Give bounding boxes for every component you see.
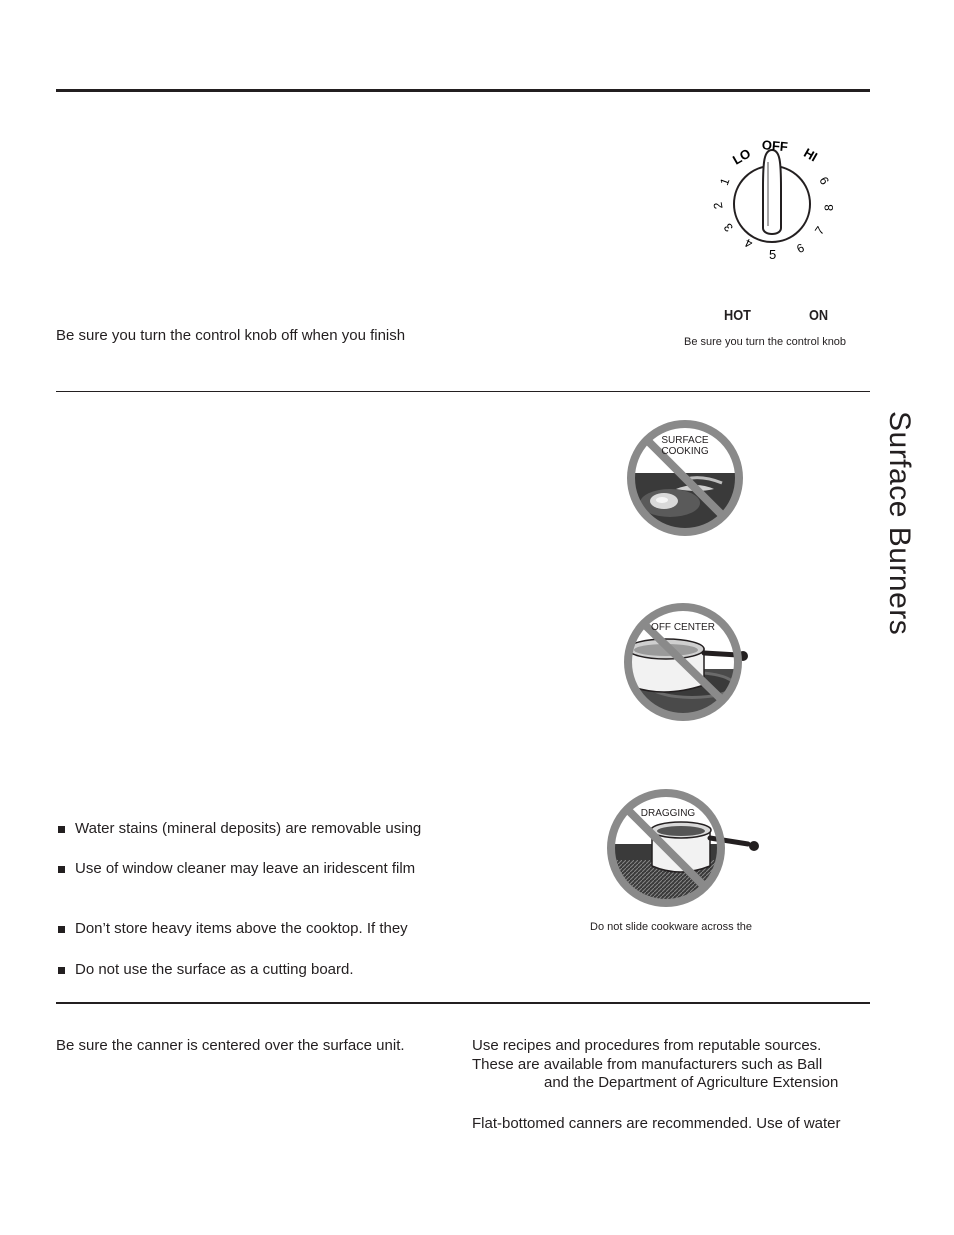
bullet-marker — [58, 967, 65, 974]
knob-label-2: 2 — [710, 201, 726, 211]
bullet-water-stains: Water stains (mineral deposits) are removable using — [75, 820, 422, 837]
off-center-label: OFF CENTER — [651, 622, 715, 633]
knob-pointer — [763, 150, 781, 234]
surface-cooking-label-line1: SURFACE — [661, 435, 709, 446]
canning-recipes-line-2: These are available from manufacturers such as Ball — [472, 1056, 823, 1073]
knob-label-9: 9 — [816, 174, 833, 187]
flat-bottomed-canners-text: Flat-bottomed canners are recommended. Use of water — [472, 1115, 841, 1132]
canning-recipes-line-1: Use recipes and procedures from reputable sources. — [472, 1037, 822, 1054]
knob-label-off: OFF — [761, 137, 789, 155]
knob-off-instruction: Be sure you turn the control knob off when you finish — [56, 327, 406, 344]
knob-label-6: 6 — [794, 240, 807, 257]
bullet-marker — [58, 826, 65, 833]
dragging-caption: Do not slide cookware across the — [590, 921, 753, 933]
hot-label: HOT — [724, 307, 751, 324]
canner-centered-text: Be sure the canner is centered over the surface unit. — [56, 1037, 405, 1054]
dragging-label: DRAGGING — [640, 808, 696, 819]
knob-label-4: 4 — [742, 235, 755, 252]
dragging-prohibited-figure — [606, 788, 766, 908]
knob-label-5: 5 — [769, 247, 777, 262]
knob-label-8: 8 — [822, 204, 836, 211]
knob-label-hi: HI — [801, 145, 821, 165]
on-label: ON — [809, 307, 829, 324]
section-divider-1 — [56, 391, 870, 392]
knob-label-7: 7 — [811, 223, 828, 238]
bullet-heavy-items: Don’t store heavy items above the cooktop. If they — [75, 920, 408, 937]
side-title-text: Surface Burners — [883, 411, 916, 636]
off-center-prohibited-figure — [622, 603, 750, 721]
bullet-cutting-board: Do not use the surface as a cutting board. — [75, 961, 354, 978]
knob-label-lo: LO — [729, 145, 754, 168]
side-title — [868, 407, 928, 647]
bullet-window-cleaner: Use of window cleaner may leave an iridescent film — [75, 860, 416, 877]
section-divider-2 — [56, 1002, 870, 1004]
bullet-marker — [58, 866, 65, 873]
canning-recipes-line-3: and the Department of Agriculture Extension — [544, 1074, 839, 1091]
knob-label-3: 3 — [720, 220, 736, 235]
top-rule — [56, 89, 870, 92]
control-knob-illustration — [700, 128, 860, 270]
knob-caption: Be sure you turn the control knob — [684, 336, 847, 348]
bullet-marker — [58, 926, 65, 933]
surface-cooking-label-line2: COOKING — [661, 446, 709, 457]
surface-cooking-prohibited-figure — [626, 419, 744, 537]
knob-label-1: 1 — [717, 176, 733, 188]
